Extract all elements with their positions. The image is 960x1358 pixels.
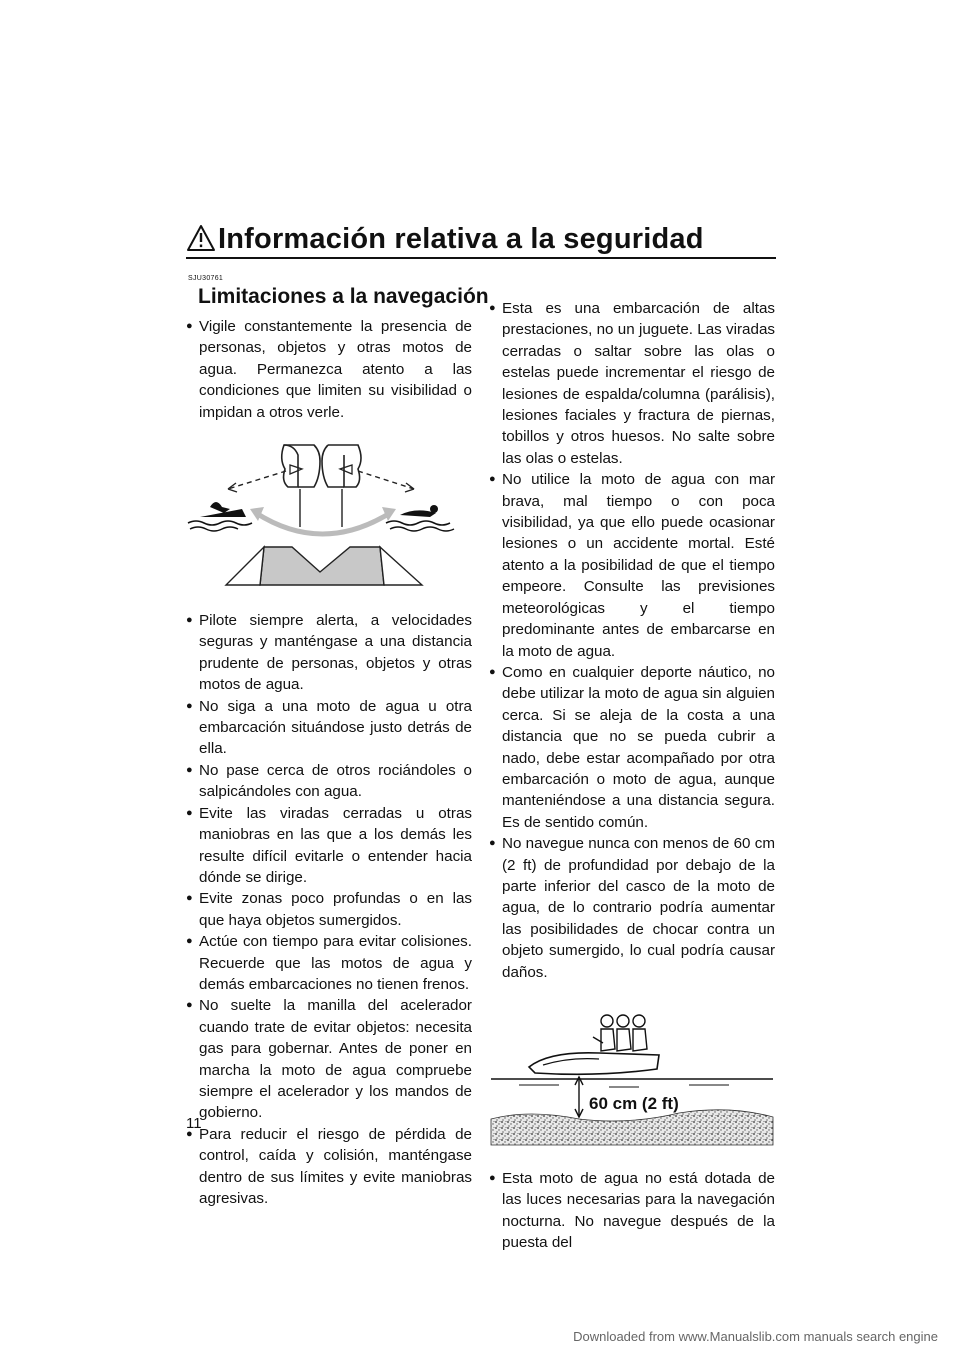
depth-label: 60 cm (2 ft) bbox=[589, 1094, 679, 1113]
section-title: Limitaciones a la navegación bbox=[198, 285, 489, 308]
list-item: ● No suelte la manilla del acelerador cuando trate de evitar objetos: necesita gas para gobernar. Antes de poner en marcha la moto de agua compruebe siempre el acelerador y los mandos de gobierno. bbox=[186, 995, 472, 1123]
list-item: ● No navegue nunca con menos de 60 cm (2 ft) de profundidad por debajo de la parte inferior del casco de la moto de agua, de lo contrario podría aumentar las posibilidades de chocar contra un objeto sumergido, lo cual podría causar daños. bbox=[489, 833, 775, 983]
list-item: ● No siga a una moto de agua u otra embarcación situándose justo detrás de ella. bbox=[186, 696, 472, 760]
list-item: ● Evite las viradas cerradas u otras maniobras en las que a los demás les resulte difícil evitarle o entender hacia dónde se dirige. bbox=[186, 803, 472, 889]
list-item: ● Pilote siempre alerta, a velocidades seguras y manténgase a una distancia prudente de personas, objetos y otras motos de agua. bbox=[186, 610, 472, 696]
watercraft-left bbox=[188, 502, 252, 531]
right-column bbox=[489, 298, 775, 1254]
visibility-illustration bbox=[186, 437, 472, 587]
list-item: ● Esta moto de agua no está dotada de las luces necesarias para la navegación nocturna. No navegue después de la puesta del bbox=[489, 1168, 775, 1254]
list-item: ● No pase cerca de otros rociándoles o salpicándoles con agua. bbox=[186, 760, 472, 803]
header-divider bbox=[186, 257, 776, 259]
bullet-list-right-top bbox=[489, 298, 775, 983]
page-title: Información relativa a la seguridad bbox=[218, 223, 704, 255]
sight-line-right bbox=[358, 471, 414, 489]
bullet-list-left-bottom bbox=[186, 610, 472, 1209]
seabed bbox=[491, 1110, 773, 1145]
left-column bbox=[186, 274, 489, 1209]
rider-body bbox=[260, 547, 384, 585]
sight-line-left bbox=[228, 471, 286, 489]
page-header bbox=[186, 222, 776, 258]
list-item: ● Como en cualquier deporte náutico, no debe utilizar la moto de agua sin alguien cerca. Si se aleja de la costa a una distancia que no se pueda cubrir a nado, debe estar acompañado por otra embarcación o moto de agua, aunque manteniéndose a una distancia segura. Es de sentido común. bbox=[489, 662, 775, 833]
warning-triangle-icon bbox=[186, 224, 216, 252]
scan-arrow bbox=[256, 513, 390, 534]
list-item: ● Evite zonas poco profundas o en las que haya objetos sumergidos. bbox=[186, 888, 472, 931]
section-code: SJU30761 bbox=[188, 275, 224, 282]
list-item: ● Para reducir el riesgo de pérdida de control, caída y colisión, manténgase dentro de sus límites y evite maniobras agresivas. bbox=[186, 1124, 472, 1210]
watercraft-with-riders bbox=[529, 1015, 659, 1074]
bullet-list-left-top bbox=[186, 316, 472, 423]
list-item: ● Esta es una embarcación de altas prestaciones, no un juguete. Las viradas cerradas o saltar sobre las olas o estelas puede incrementar el riesgo de lesiones de espalda/columna (parálisis), lesiones faciales y fractura de piernas, tobillos y otros huesos. No salte sobre las olas o estelas. bbox=[489, 298, 775, 469]
swimmer-right bbox=[386, 505, 454, 531]
depth-clearance-illustration bbox=[489, 1007, 775, 1147]
list-item: ● Vigile constantemente la presencia de personas, objetos y otras motos de agua. Permanezca atento a las condiciones que limiten su visibilidad o impidan a otros verle. bbox=[186, 316, 472, 423]
list-item: ● Actúe con tiempo para evitar colisiones. Recuerde que las motos de agua y demás embarcaciones no tienen frenos. bbox=[186, 931, 472, 995]
list-item: ● No utilice la moto de agua con mar brava, mal tiempo o con poca visibilidad, ya que ello puede ocasionar lesiones o un accidente mortal. Esté atento a la posibilidad de que el tiempo empeore. Consulte las previsiones meteorológicas y el tiempo predominante antes de embarcarse en la moto de agua. bbox=[489, 469, 775, 662]
download-footer: Downloaded from www.Manualslib.com manuals search engine bbox=[573, 1329, 938, 1344]
bullet-list-right-bottom bbox=[489, 1168, 775, 1254]
page-number: 11 bbox=[186, 1115, 202, 1132]
